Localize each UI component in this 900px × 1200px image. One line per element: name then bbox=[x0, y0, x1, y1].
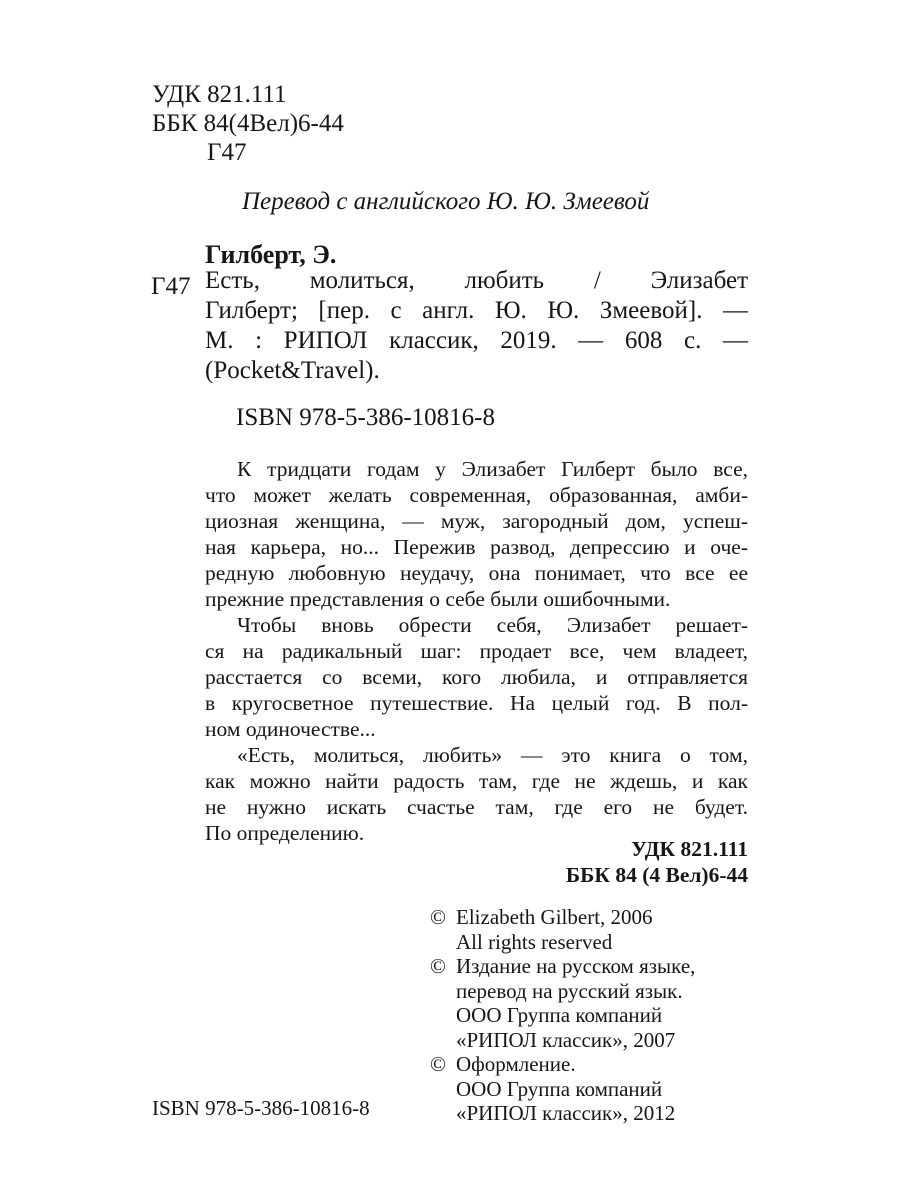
annotation-line: ная карьера, но... Пережив развод, депрессию и оче- bbox=[205, 535, 748, 559]
annotation-line: расстается со всеми, кого любила, и отправляется bbox=[205, 665, 748, 689]
udk-code-bottom: УДК 821.111 bbox=[631, 837, 748, 861]
annotation-line: ном одиночестве... bbox=[205, 717, 376, 741]
annotation bbox=[205, 456, 748, 846]
annotation-line: в кругосветное путешествие. На целый год. В пол- bbox=[205, 691, 748, 715]
header-codes bbox=[152, 80, 344, 167]
biblio-line: М. : РИПОЛ классик, 2019. — 608 с. — bbox=[205, 327, 748, 354]
bbk-code-bottom: ББК 84 (4 Вел)6-44 bbox=[565, 863, 748, 887]
author-mark-side: Г47 bbox=[151, 273, 191, 300]
annotation-line: прежние представления о себе были ошибочными. bbox=[205, 587, 671, 611]
copyright-line: перевод на русский язык. bbox=[456, 978, 683, 1003]
biblio-line: Гилберт; [пер. с англ. Ю. Ю. Змеевой]. — bbox=[205, 297, 748, 324]
isbn-footer: ISBN 978-5-386-10816-8 bbox=[152, 1096, 370, 1120]
copyright-line: Издание на русском языке, bbox=[456, 954, 696, 978]
footer-codes bbox=[500, 836, 748, 888]
copyright-block bbox=[430, 905, 695, 1126]
annotation-line: как можно найти радость там, где не ждешь, и как bbox=[205, 769, 748, 793]
udk-code: УДК 821.111 bbox=[152, 81, 287, 108]
biblio-line: (Pocket&Travel). bbox=[205, 357, 380, 384]
annotation-line: что может желать современная, образованная, амби- bbox=[205, 483, 748, 507]
annotation-line: К тридцати годам у Элизабет Гилберт было все, bbox=[237, 457, 748, 481]
author-mark: Г47 bbox=[207, 139, 247, 166]
copyright-symbol: © bbox=[430, 1052, 446, 1076]
annotation-line: «Есть, молиться, любить» — это книга о том, bbox=[237, 743, 748, 767]
translator-note: Перевод с английского Ю. Ю. Змеевой bbox=[242, 188, 650, 215]
copyright-line: «РИПОЛ классик», 2012 bbox=[456, 1101, 676, 1125]
biblio-line: Есть, молиться, любить / Элизабет bbox=[205, 267, 748, 294]
copyright-entry bbox=[430, 954, 695, 1052]
copyright-symbol: © bbox=[430, 954, 446, 978]
copyright-line: All rights reserved bbox=[456, 929, 613, 954]
copyright-line: «РИПОЛ классик», 2007 bbox=[456, 1027, 676, 1052]
copyright-symbol: © bbox=[430, 905, 446, 929]
bibliographic-description bbox=[205, 266, 748, 386]
copyright-line: Оформление. bbox=[456, 1052, 576, 1076]
annotation-line: не нужно искать счастье там, где его не будет. bbox=[205, 795, 748, 819]
annotation-line: Чтобы вновь обрести себя, Элизабет решает- bbox=[237, 613, 748, 637]
copyright-entry bbox=[430, 905, 695, 954]
copyright-line: ООО Группа компаний bbox=[456, 1003, 663, 1027]
copyright-entry bbox=[430, 1052, 695, 1126]
annotation-line: ся на радикальный шаг: продает все, чем владеет, bbox=[205, 639, 748, 663]
author-heading: Гилберт, Э. bbox=[205, 240, 337, 269]
isbn-record: ISBN 978-5-386-10816-8 bbox=[236, 404, 496, 431]
annotation-line: редную любовную неудачу, она понимает, что все ее bbox=[205, 561, 748, 585]
copyright-line: ООО Группа компаний bbox=[456, 1076, 663, 1101]
bbk-code: ББК 84(4Вел)6-44 bbox=[152, 110, 344, 137]
annotation-line: циозная женщина, — муж, загородный дом, успеш- bbox=[205, 509, 748, 533]
copyright-line: Elizabeth Gilbert, 2006 bbox=[456, 905, 653, 929]
annotation-line: По определению. bbox=[205, 821, 365, 845]
